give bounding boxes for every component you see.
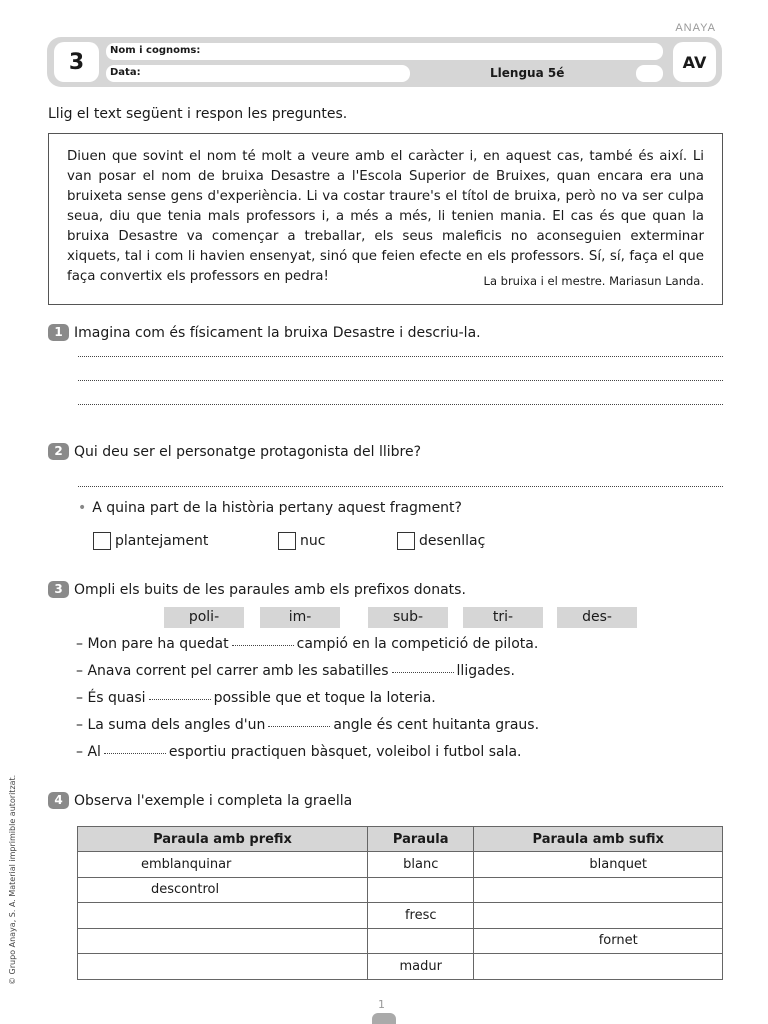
question-4: [48, 792, 352, 809]
fill-sentence: [76, 690, 436, 706]
sub-question: [78, 500, 462, 516]
option-desenllac[interactable]: [397, 532, 485, 550]
sentence-after: angle és cent huitanta graus.: [333, 717, 540, 733]
fill-sentence: [76, 717, 539, 733]
question-2: [48, 443, 421, 460]
checkbox[interactable]: [278, 532, 296, 550]
date-label: Data:: [110, 67, 141, 78]
column-header: Paraula amb sufix: [474, 827, 723, 852]
sentence-after: possible que et toque la loteria.: [213, 690, 436, 706]
name-field[interactable]: [106, 43, 663, 60]
level-badge: AV: [673, 42, 716, 82]
publisher-logo: ANAYA: [675, 22, 716, 34]
table-cell[interactable]: blanquet: [474, 852, 723, 878]
question-text: Qui deu ser el personatge protagonista del llibre?: [74, 444, 422, 460]
unit-number: 3: [54, 42, 99, 82]
checkbox[interactable]: [93, 532, 111, 550]
blank-field[interactable]: [392, 672, 454, 673]
blank-field[interactable]: [149, 699, 211, 700]
answer-line[interactable]: [78, 380, 723, 381]
checkbox[interactable]: [397, 532, 415, 550]
table-cell[interactable]: fresc: [368, 903, 474, 929]
option-nuc[interactable]: [278, 532, 325, 550]
instruction: Llig el text següent i respon les preguntes.: [48, 106, 348, 122]
table-row: [78, 928, 723, 954]
table-row: [78, 903, 723, 929]
date-field[interactable]: [106, 65, 410, 82]
prefix-chip: tri-: [463, 607, 543, 628]
question-text: Observa l'exemple i completa la graella: [74, 793, 353, 809]
extra-field[interactable]: [636, 65, 663, 82]
sentence-before: – Anava corrent pel carrer amb les sabatilles: [76, 663, 389, 679]
table-cell[interactable]: [474, 877, 723, 903]
option-plantejament[interactable]: [93, 532, 208, 550]
blank-field[interactable]: [268, 726, 330, 727]
fill-sentence: [76, 744, 522, 760]
prefix-chip: im-: [260, 607, 340, 628]
name-label: Nom i cognoms:: [110, 45, 201, 56]
table-cell[interactable]: [78, 903, 368, 929]
table-cell[interactable]: [78, 954, 368, 980]
table-cell[interactable]: [368, 877, 474, 903]
question-number: 1: [48, 324, 69, 341]
fill-sentence: [76, 663, 515, 679]
table-cell[interactable]: [368, 928, 474, 954]
fill-sentence: [76, 636, 538, 652]
question-number: 3: [48, 581, 69, 598]
sentence-before: – És quasi: [76, 690, 146, 706]
sentence-after: lligades.: [456, 663, 515, 679]
blank-field[interactable]: [104, 753, 166, 754]
reading-box: [48, 133, 723, 305]
subject-label: Llengua 5é: [490, 66, 565, 80]
question-number: 4: [48, 792, 69, 809]
bullet-icon: •: [78, 500, 87, 516]
question-3: [48, 581, 466, 598]
question-number: 2: [48, 443, 69, 460]
copyright-notice: © Grupo Anaya, S. A. Material imprimible autoritzat.: [8, 774, 17, 985]
option-label: desenllaç: [419, 533, 486, 549]
sentence-after: esportiu practiquen bàsquet, voleibol i futbol sala.: [168, 744, 522, 760]
table-cell[interactable]: [78, 928, 368, 954]
blank-field[interactable]: [232, 645, 294, 646]
sentence-before: – La suma dels angles d'un: [76, 717, 266, 733]
table-cell[interactable]: emblanquinar: [78, 852, 368, 878]
page-number: 1: [378, 998, 385, 1011]
table-cell[interactable]: fornet: [474, 928, 723, 954]
sentence-before: – Al: [76, 744, 101, 760]
table-row: [78, 877, 723, 903]
table-cell[interactable]: blanc: [368, 852, 474, 878]
table-cell[interactable]: [474, 903, 723, 929]
answer-line[interactable]: [78, 404, 723, 405]
column-header: Paraula amb prefix: [78, 827, 368, 852]
table-row: [78, 954, 723, 980]
reading-text: Diuen que sovint el nom té molt a veure amb el caràcter i, en aquest cas, també és així. Li van posar el nom de bruixa Desastre a l'Escola Superior de Bruixes, quan encara era una bruixeta sense gens d'experiència. Li va costar traure's el títol de bruixa, però no va ser culpa seua, diu que tenia mals professors i, a més a més, li tenien mania. El cas és que quan la bruixa Desastre va començar a treballar, els seus maleficis no aconseguien exterminar xiquets, tal i com li havien ensenyat, sinó que feien efecte en els professors. Sí, sí, faça el que faça convertix els professors en pedra!: [67, 149, 704, 284]
word-table: [77, 826, 723, 980]
answer-line[interactable]: [78, 486, 723, 487]
option-label: plantejament: [115, 533, 209, 549]
column-header: Paraula: [368, 827, 474, 852]
table-cell[interactable]: descontrol: [78, 877, 368, 903]
sentence-after: campió en la competició de pilota.: [296, 636, 539, 652]
option-label: nuc: [300, 533, 326, 549]
page-tab: [372, 1013, 396, 1024]
question-text: Ompli els buits de les paraules amb els prefixos donats.: [74, 582, 466, 598]
prefix-chip: poli-: [164, 607, 244, 628]
prefix-chip: des-: [557, 607, 637, 628]
reading-source: La bruixa i el mestre. Mariasun Landa.: [483, 274, 704, 288]
question-1: [48, 324, 481, 341]
table-row: [78, 852, 723, 878]
table-cell[interactable]: madur: [368, 954, 474, 980]
prefix-chip: sub-: [368, 607, 448, 628]
table-header-row: [78, 827, 723, 852]
question-text: Imagina com és físicament la bruixa Desastre i descriu-la.: [74, 325, 481, 341]
sentence-before: – Mon pare ha quedat: [76, 636, 229, 652]
table-cell[interactable]: [474, 954, 723, 980]
answer-line[interactable]: [78, 356, 723, 357]
sub-question-text: A quina part de la història pertany aquest fragment?: [92, 500, 462, 516]
